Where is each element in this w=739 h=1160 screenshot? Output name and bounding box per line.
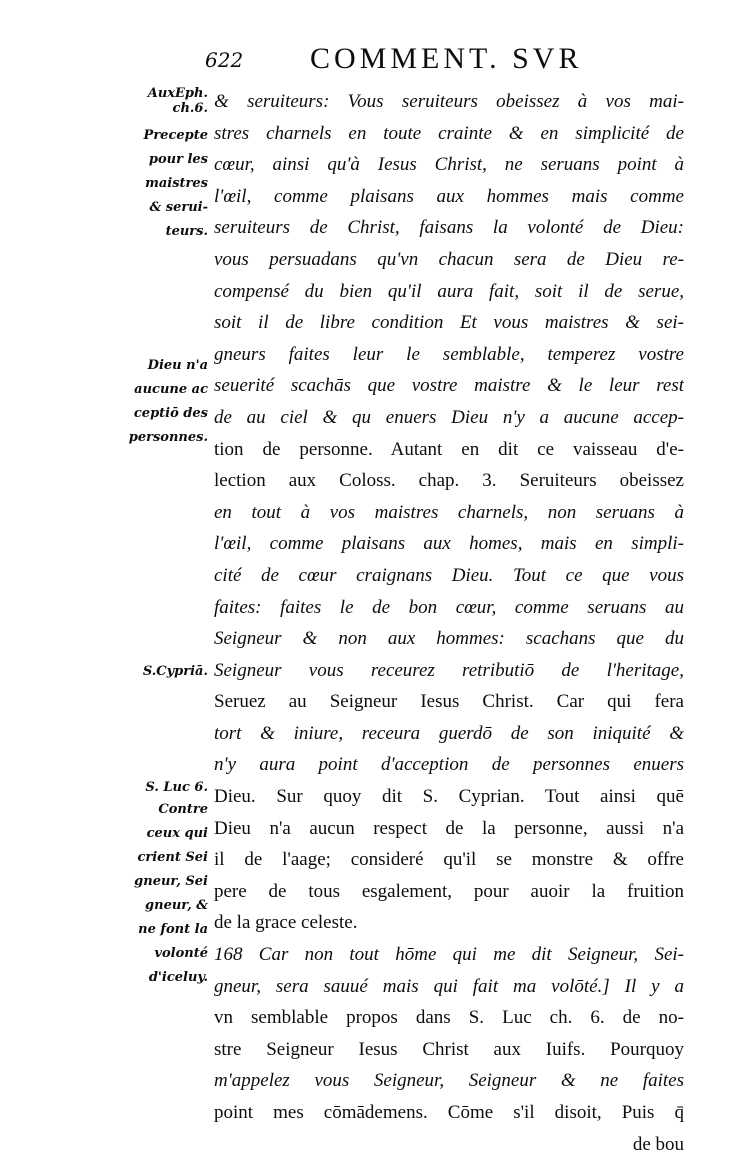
- margin-note-line: AuxEph.: [147, 86, 208, 101]
- text-line: gneur, sera sauué mais qui fait ma volōté.] Il y a: [214, 975, 684, 997]
- text-line: stre Seigneur Iesus Christ aux Iuifs. Pourquoy: [214, 1038, 684, 1060]
- margin-note-line: maistres: [145, 176, 208, 191]
- margin-note-line: ch.6.: [172, 101, 208, 116]
- text-line: pere de tous esgalement, pour auoir la fruition: [214, 880, 684, 902]
- text-line: point mes cōmādemens. Cōme s'il disoit, Puis q̄: [214, 1102, 684, 1123]
- margin-note-line: S.Cypriā.: [142, 664, 208, 679]
- text-line: cité de cœur craignans Dieu. Tout ce que vous: [214, 564, 684, 586]
- margin-note-line: volonté: [154, 946, 208, 961]
- margin-note-line: ne font la: [138, 922, 208, 937]
- text-line: cœur, ainsi qu'à Iesus Christ, ne seruans point à: [214, 154, 684, 176]
- text-line: Dieu. Sur quoy dit S. Cyprian. Tout ainsi quē: [214, 786, 684, 808]
- margin-notes: [0, 0, 212, 1024]
- text-line: Seigneur & non aux hommes: scachans que du: [214, 628, 684, 650]
- margin-note-line: S. Luc 6.: [145, 780, 208, 795]
- margin-note-reference-luke: [126, 776, 208, 800]
- margin-note-line: Dieu n'a: [147, 358, 208, 373]
- text-line: compensé du bien qu'il aura fait, soit il de serue,: [214, 280, 684, 302]
- text-line: stres charnels en toute crainte & en simplicité de: [214, 122, 684, 144]
- text-line: faites: faites le de bon cœur, comme seruans au: [214, 596, 684, 618]
- margin-note-line: Precepte: [143, 128, 208, 143]
- margin-note-acception: [126, 354, 208, 450]
- margin-note-line: gneur, Sei: [134, 874, 208, 889]
- text-line: 168 Car non tout hōme qui me dit Seigneur, Sei-: [214, 944, 684, 966]
- text-line: tion de personne. Autant en dit ce vaisseau d'e-: [214, 438, 684, 460]
- margin-note-line: gneur, &: [145, 898, 208, 913]
- text-line: en tout à vos maistres charnels, non seruans à: [214, 501, 684, 523]
- margin-note-line: teurs.: [165, 224, 208, 239]
- text-line: il de l'aage; consideré qu'il se monstre & offre: [214, 849, 684, 871]
- text-line: gneurs faites leur le semblable, temperez vostre: [214, 343, 684, 365]
- margin-note-line: aucune ac: [134, 382, 208, 397]
- text-line: seruiteurs de Christ, faisans la volonté de Dieu:: [214, 217, 684, 239]
- text-line: de au ciel & qu enuers Dieu n'y a aucune accep-: [214, 406, 684, 428]
- margin-note-line: d'iceluy.: [148, 970, 208, 985]
- text-line: l'œil, comme plaisans aux hommes mais comme: [214, 185, 684, 207]
- margin-note-line: & serui-: [149, 200, 208, 215]
- margin-note-cyprian: [126, 660, 208, 684]
- text-line: Seruez au Seigneur Iesus Christ. Car qui fera: [214, 691, 684, 713]
- text-line: Seigneur vous receurez retributiō de l'heritage,: [214, 659, 684, 681]
- margin-note-line: Contre: [158, 802, 208, 817]
- margin-note-line: crient Sei: [137, 850, 208, 865]
- margin-note-line: ceptiō des: [133, 406, 208, 421]
- margin-note-contre: [126, 798, 208, 990]
- text-line: m'appelez vous Seigneur, Seigneur & ne faites: [214, 1070, 684, 1092]
- page-number: 622: [205, 48, 244, 72]
- text-line: Dieu n'a aucun respect de la personne, aussi n'a: [214, 817, 684, 839]
- text-line: de la grace celeste.: [214, 912, 358, 934]
- margin-note-line: ceux qui: [146, 826, 208, 841]
- text-line: l'œil, comme plaisans aux homes, mais en simpli-: [214, 533, 684, 555]
- text-line: & seruiteurs: Vous seruiteurs obeissez à vos mai-: [214, 91, 684, 112]
- catchword: de bou: [632, 1133, 684, 1155]
- text-line: lection aux Coloss. chap. 3. Seruiteurs obeissez: [214, 470, 684, 492]
- margin-note-precept: [126, 124, 208, 244]
- text-line: vous persuadans qu'vn chacun sera de Dieu re-: [214, 248, 684, 270]
- main-text-column: [214, 86, 684, 1160]
- margin-note-reference-ephesians: [126, 82, 208, 121]
- margin-note-line: pour les: [148, 152, 208, 167]
- margin-note-line: personnes.: [128, 430, 208, 445]
- running-title: COMMENT. SVR: [310, 42, 583, 75]
- text-line: tort & iniure, receura guerdō de son iniquité &: [214, 722, 684, 744]
- text-line: n'y aura point d'acception de personnes enuers: [214, 754, 684, 776]
- text-line: vn semblable propos dans S. Luc ch. 6. de no-: [214, 1007, 684, 1029]
- text-line: seuerité scachās que vostre maistre & le leur rest: [214, 375, 684, 397]
- text-line: soit il de libre condition Et vous maistres & sei-: [214, 312, 684, 334]
